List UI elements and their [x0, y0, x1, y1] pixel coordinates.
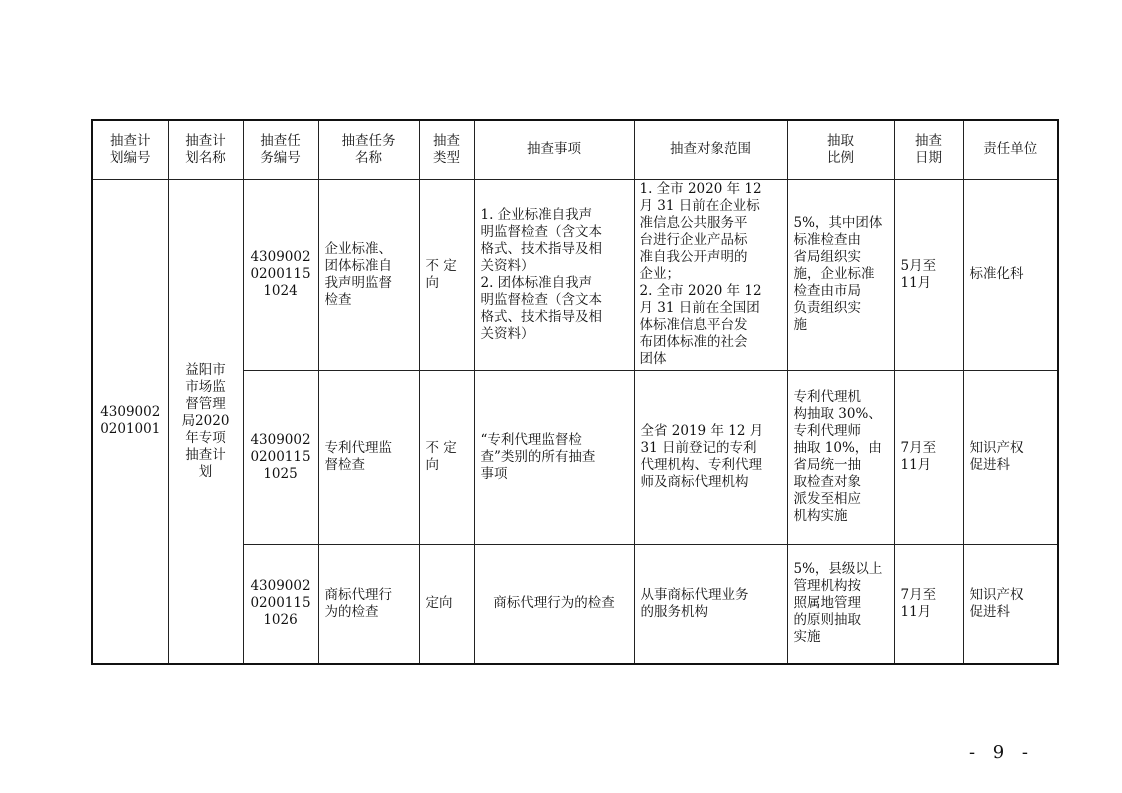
ratio-cell: 5%，县级以上 管理机构按 照属地管理 的原则抽取 实施 — [787, 544, 894, 664]
header-date: 抽查 日期 — [894, 120, 963, 179]
header-task-id: 抽查任 务编号 — [243, 120, 318, 179]
task-name-cell: 企业标准、 团体标准自 我声明监督 检查 — [318, 179, 419, 370]
task-name-cell: 专利代理监 督检查 — [318, 370, 419, 544]
items-cell: 1. 企业标准自我声 明监督检查（含文本 格式、技术指导及相 关资料） 2. 团体标准自我声 明监督检查（含文本 格式、技术指导及相 关资料） — [474, 179, 634, 370]
header-plan-name: 抽查计 划名称 — [168, 120, 243, 179]
task-id-cell: 4309002 0200115 1024 — [243, 179, 318, 370]
header-scope: 抽查对象范围 — [634, 120, 787, 179]
scope-cell: 1. 全市 2020 年 12 月 31 日前在企业标 准信息公共服务平 台进行企业产品标 准自我公开声明的 企业； 2. 全市 2020 年 12 月 31 日前在全国团 体标准信息平台发 布团体标准的社会 团体 — [634, 179, 787, 370]
header-unit: 责任单位 — [963, 120, 1058, 179]
plan-id-cell: 4309002 0201001 — [92, 179, 168, 664]
date-cell: 7月至 11月 — [894, 370, 963, 544]
date-cell: 7月至 11月 — [894, 544, 963, 664]
type-cell: 不 定 向 — [419, 370, 474, 544]
task-id-cell: 4309002 0200115 1025 — [243, 370, 318, 544]
ratio-cell: 专利代理机 构抽取 30%、 专利代理师 抽取 10%，由 省局统一抽 取检查对象 派发至相应 机构实施 — [787, 370, 894, 544]
header-type: 抽查 类型 — [419, 120, 474, 179]
unit-cell: 知识产权 促进科 — [963, 544, 1058, 664]
table-row — [92, 179, 1058, 370]
task-id-cell: 4309002 0200115 1026 — [243, 544, 318, 664]
type-cell: 不 定 向 — [419, 179, 474, 370]
unit-cell: 知识产权 促进科 — [963, 370, 1058, 544]
ratio-cell: 5%，其中团体 标准检查由 省局组织实 施，企业标准 检查由市局 负责组织实 施 — [787, 179, 894, 370]
page-number: - 9 - — [968, 742, 1034, 763]
header-ratio: 抽取 比例 — [787, 120, 894, 179]
inspection-plan-table — [91, 119, 1059, 665]
task-name-cell: 商标代理行 为的检查 — [318, 544, 419, 664]
items-cell: “专利代理监督检 查”类别的所有抽查 事项 — [474, 370, 634, 544]
scope-cell: 全省 2019 年 12 月 31 日前登记的专利 代理机构、专利代理 师及商标代理机构 — [634, 370, 787, 544]
plan-name-cell: 益阳市 市场监 督管理 局2020 年专项 抽查计 划 — [168, 179, 243, 664]
unit-cell: 标准化科 — [963, 179, 1058, 370]
header-items: 抽查事项 — [474, 120, 634, 179]
items-cell: 商标代理行为的检查 — [474, 544, 634, 664]
date-cell: 5月至 11月 — [894, 179, 963, 370]
type-cell: 定向 — [419, 544, 474, 664]
header-row — [92, 120, 1058, 179]
header-task-name: 抽查任务 名称 — [318, 120, 419, 179]
scope-cell: 从事商标代理业务 的服务机构 — [634, 544, 787, 664]
header-plan-id: 抽查计 划编号 — [92, 120, 168, 179]
